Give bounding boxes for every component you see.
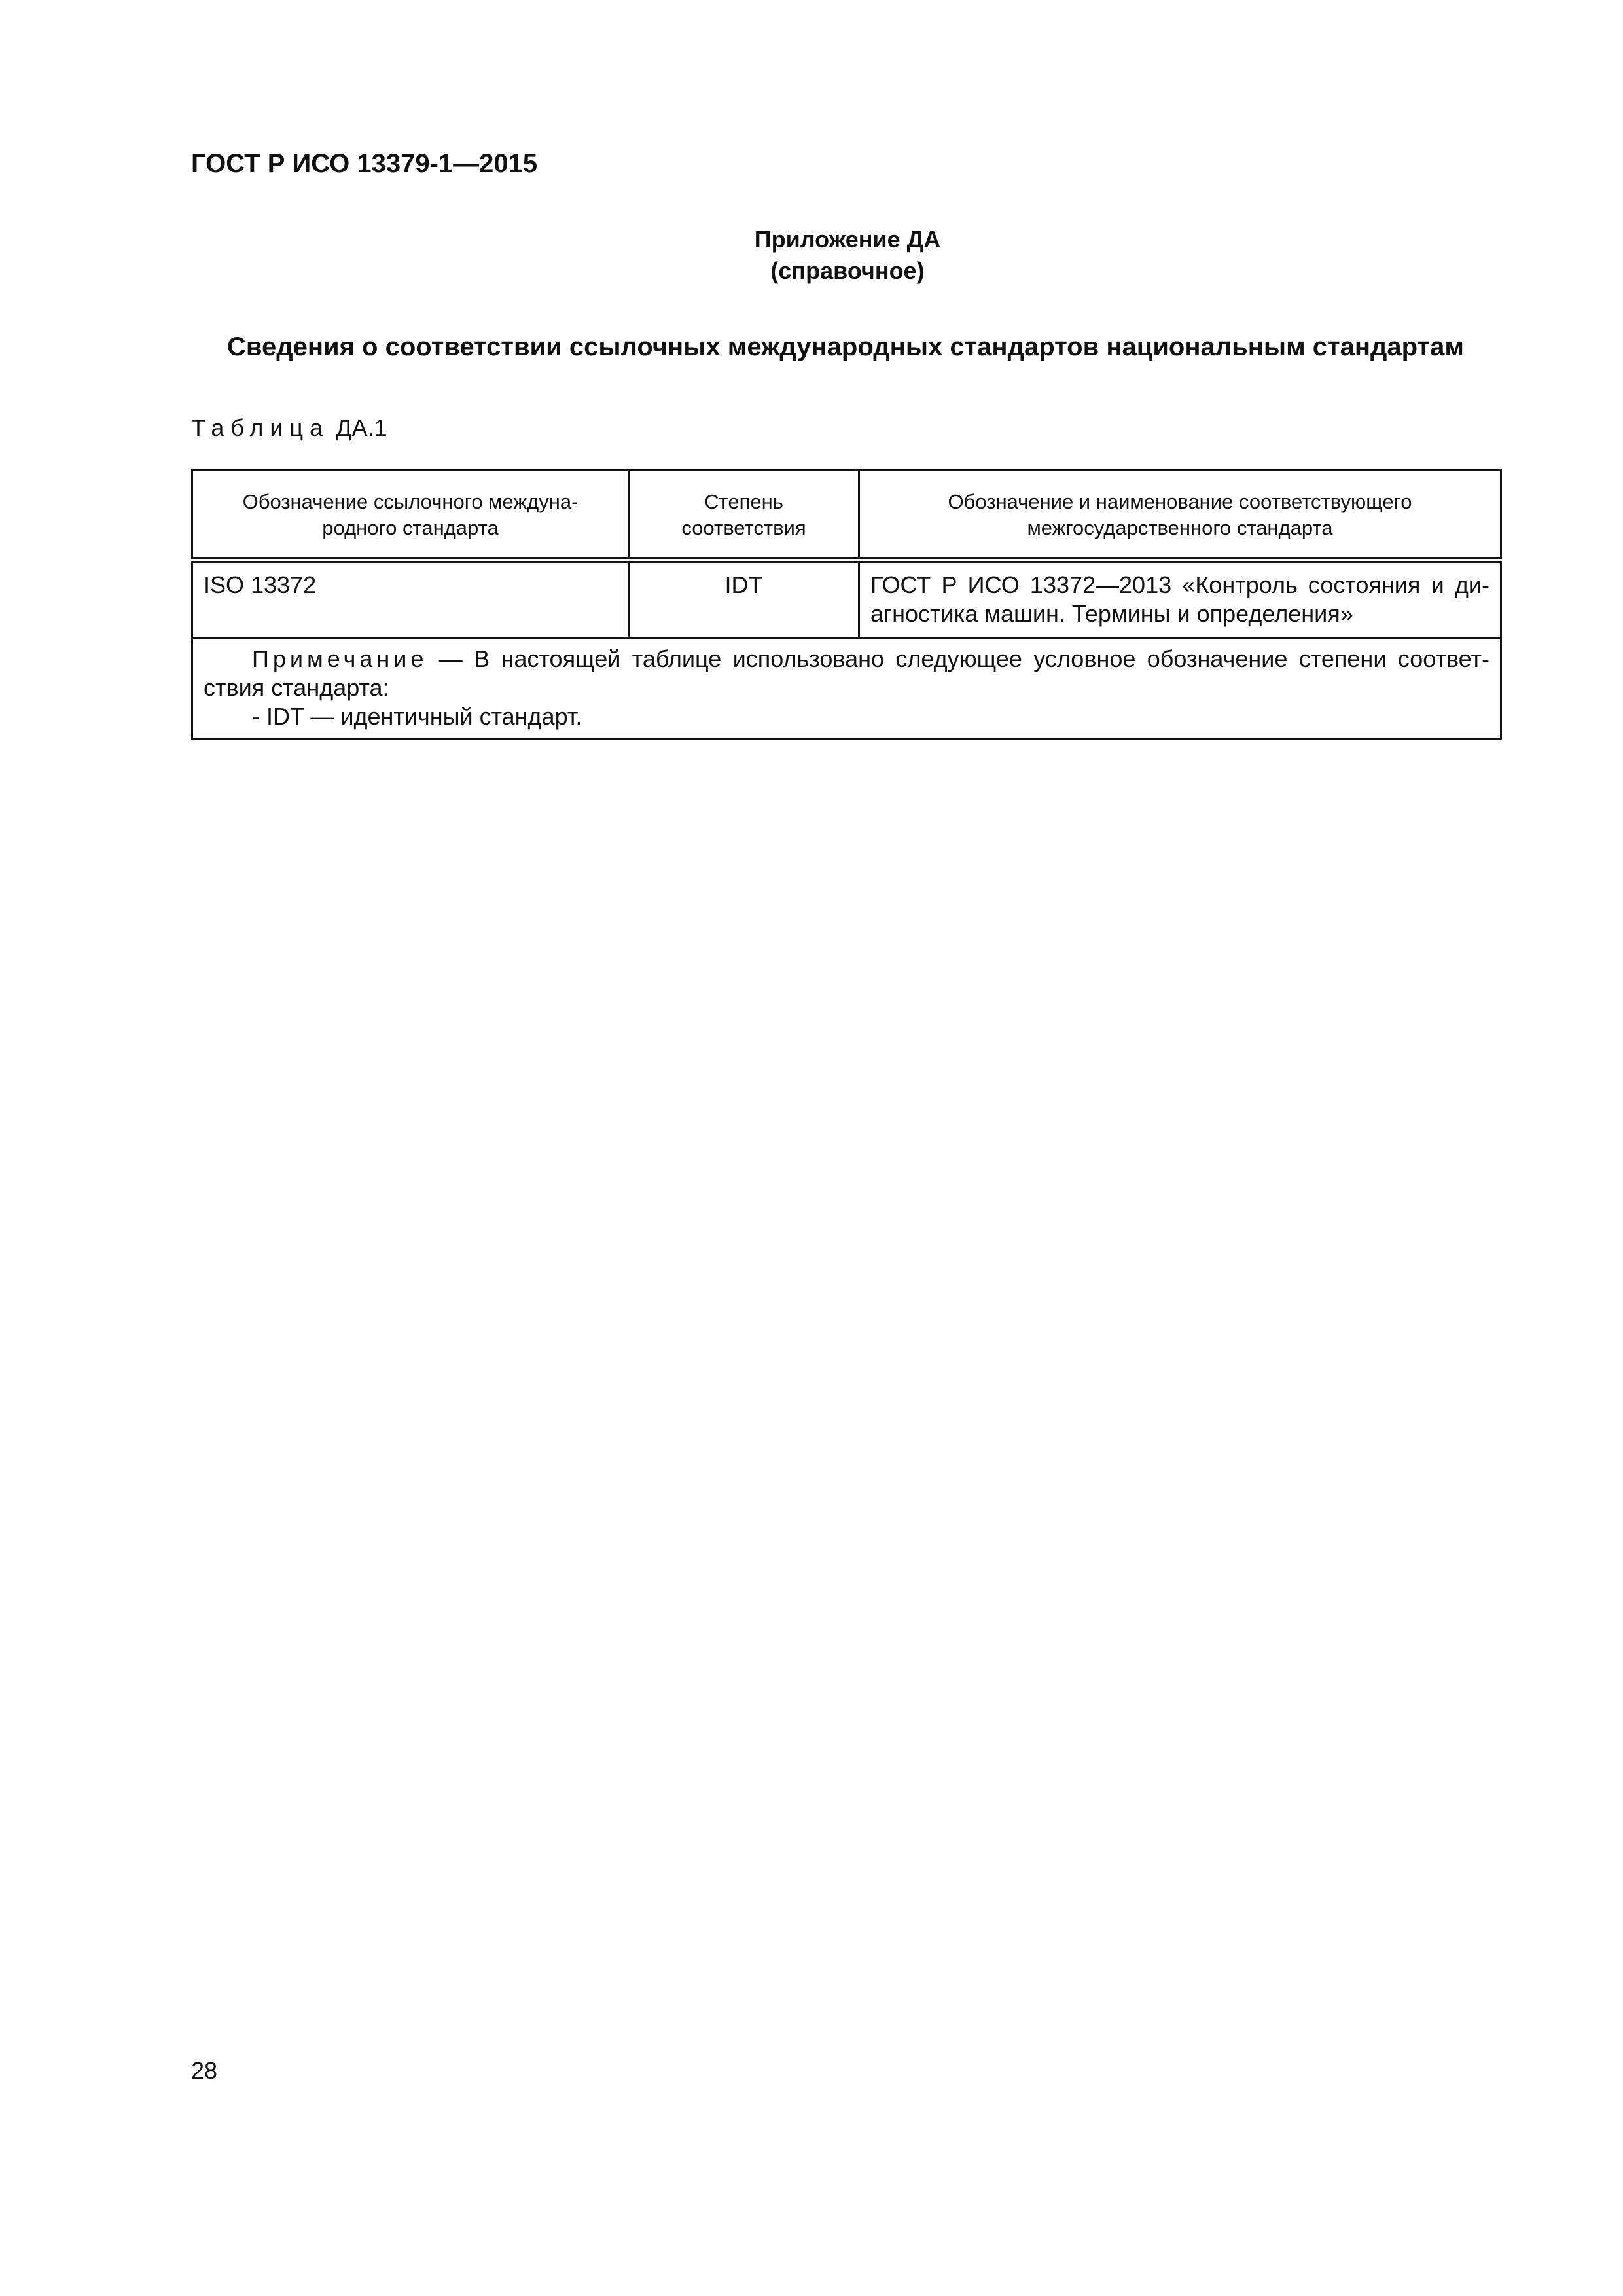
note-text: — В настоящей таблице использовано следующее условное обозначение степени соответ-ствия стандарта:	[204, 645, 1489, 701]
note-paragraph	[204, 645, 1489, 702]
table-header-row	[192, 470, 1501, 560]
table-caption	[191, 412, 387, 444]
column-header-national-standard: Обозначение и наименование соответствующего межгосударственного стандарта	[859, 470, 1501, 560]
cell-international-standard: ISO 13372	[192, 560, 629, 639]
table-note	[192, 639, 1501, 739]
note-label: Примечание	[252, 645, 428, 672]
table-caption-number: ДА.1	[336, 414, 387, 441]
standards-correspondence-table	[191, 469, 1502, 740]
page-number: 28	[191, 2057, 218, 2084]
appendix-status: (справочное)	[770, 257, 925, 284]
section-title: Сведения о соответствии ссылочных международных стандартов национальным стандартам	[227, 332, 1464, 361]
note-list-item: - IDT — идентичный стандарт.	[252, 703, 582, 730]
column-header-degree: Степень соответствия	[629, 470, 859, 560]
appendix-heading	[0, 224, 1623, 287]
column-header-international-standard: Обозначение ссылочного междуна-родного стандарта	[192, 470, 629, 560]
cell-degree: IDT	[629, 560, 859, 639]
appendix-title: Приложение ДА	[754, 226, 941, 253]
cell-national-standard: ГОСТ Р ИСО 13372—2013 «Контроль состояния и ди-агностика машин. Термины и определения»	[859, 560, 1501, 639]
document-code: ГОСТ Р ИСО 13379-1—2015	[191, 149, 538, 178]
table-row	[192, 560, 1501, 639]
table-note-row	[192, 639, 1501, 739]
table-caption-word: Таблица	[191, 414, 330, 441]
